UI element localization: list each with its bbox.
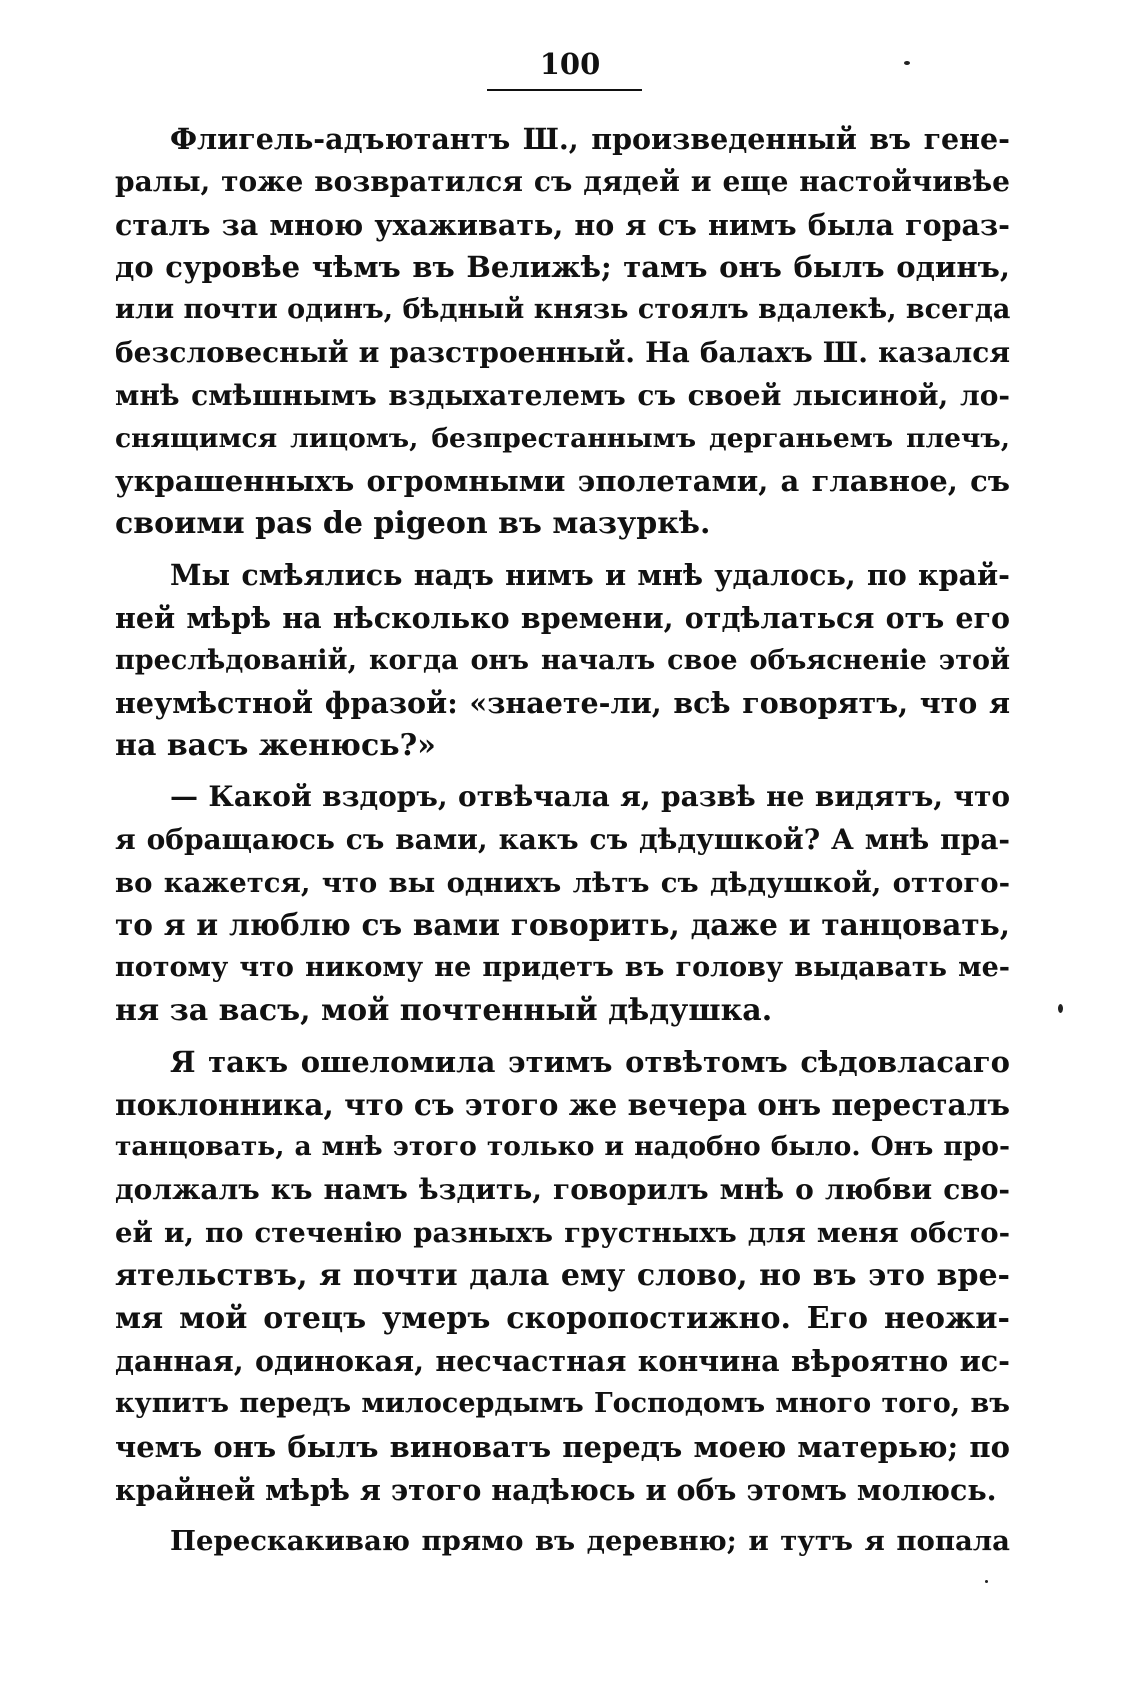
page-number-rule <box>487 89 642 91</box>
text-line: ей и, по стеченію разныхъ грустныхъ для меня обсто- <box>115 1216 1010 1249</box>
text-line: мя мой отецъ умеръ скоропостижно. Его неожи- <box>115 1300 1010 1336</box>
page-number: 100 <box>539 47 601 81</box>
text-line: на васъ женюсь?» <box>115 728 436 764</box>
body-text <box>115 118 1010 1562</box>
text-line: потому что никому не придетъ въ голову выдавать ме- <box>115 952 1010 984</box>
text-line: ней мѣрѣ на нѣсколько времени, отдѣлаться отъ его <box>115 600 1010 635</box>
text-line: Флигель-адъютантъ Ш., произведенный въ гене- <box>170 122 1010 156</box>
text-line: украшенныхъ огромными эполетами, а главное, съ <box>115 464 1010 499</box>
text-line: купитъ передъ милосердымъ Господомъ много того, въ <box>115 1388 1010 1420</box>
text-line: данная, одинокая, несчастная кончина вѣроятно ис- <box>115 1344 1010 1379</box>
scan-speck <box>985 1580 988 1583</box>
text-line: ятельствъ, я почти дала ему слово, но въ это вре- <box>115 1257 1010 1293</box>
text-line: я обращаюсь съ вами, какъ съ дѣдушкой? А мнѣ пра- <box>115 822 1010 856</box>
text-line: Перескакиваю прямо въ деревню; и тутъ я попала <box>170 1524 1010 1557</box>
text-line: ралы, тоже возвратился съ дядей и еще настойчивѣе <box>115 164 1010 198</box>
text-line: чемъ онъ былъ виноватъ передъ моею матерью; по <box>115 1429 1010 1464</box>
text-line: неумѣстной фразой: «знаете-ли, всѣ говорятъ, что я <box>115 686 1010 721</box>
text-line: поклонника, что съ этого же вечера онъ пересталъ <box>115 1086 1010 1122</box>
text-line: снящимся лицомъ, безпрестаннымъ дерганьемъ плечъ, <box>115 422 1010 454</box>
text-line: то я и люблю съ вами говорить, даже и танцовать, <box>115 907 1010 943</box>
text-line: должалъ къ намъ ѣздить, говорилъ мнѣ о любви сво- <box>115 1173 1010 1207</box>
text-line: безсловесный и разстроенный. На балахъ Ш. казался <box>115 335 1010 369</box>
text-line: танцовать, а мнѣ этого только и надобно было. Онъ про- <box>115 1131 1010 1163</box>
scan-speck <box>1058 1004 1063 1013</box>
text-line: Я такъ ошеломила этимъ отвѣтомъ сѣдовласаго <box>170 1044 1010 1079</box>
text-line: крайней мѣрѣ я этого надѣюсь и объ этомъ молюсь. <box>115 1472 997 1507</box>
text-line: или почти одинъ, бѣдный князь стоялъ вдалекѣ, всегда <box>115 294 1011 326</box>
text-line: сталъ за мною ухаживать, но я съ нимъ была горaз- <box>115 207 1010 242</box>
text-line: — Какой вздоръ, отвѣчала я, развѣ не видятъ, что <box>170 779 1010 813</box>
text-line: во кажется, что вы однихъ лѣтъ съ дѣдушкой, оттого- <box>115 866 1010 899</box>
scan-speck <box>904 61 910 65</box>
text-line: своими pas de pigeon въ мазуркѣ. <box>115 506 711 542</box>
text-line: до суровѣе чѣмъ въ Велижѣ; тамъ онъ былъ одинъ, <box>115 250 1010 285</box>
text-line: преслѣдованій, когда онъ началъ свое объясненіе этой <box>115 644 1010 676</box>
text-line: мнѣ смѣшнымъ вздыхателемъ съ своей лысиной, ло- <box>115 378 1010 412</box>
text-line: Мы смѣялись надъ нимъ и мнѣ удалось, по край- <box>170 557 1010 592</box>
text-line: ня за васъ, мой почтенный дѣдушка. <box>115 992 773 1028</box>
